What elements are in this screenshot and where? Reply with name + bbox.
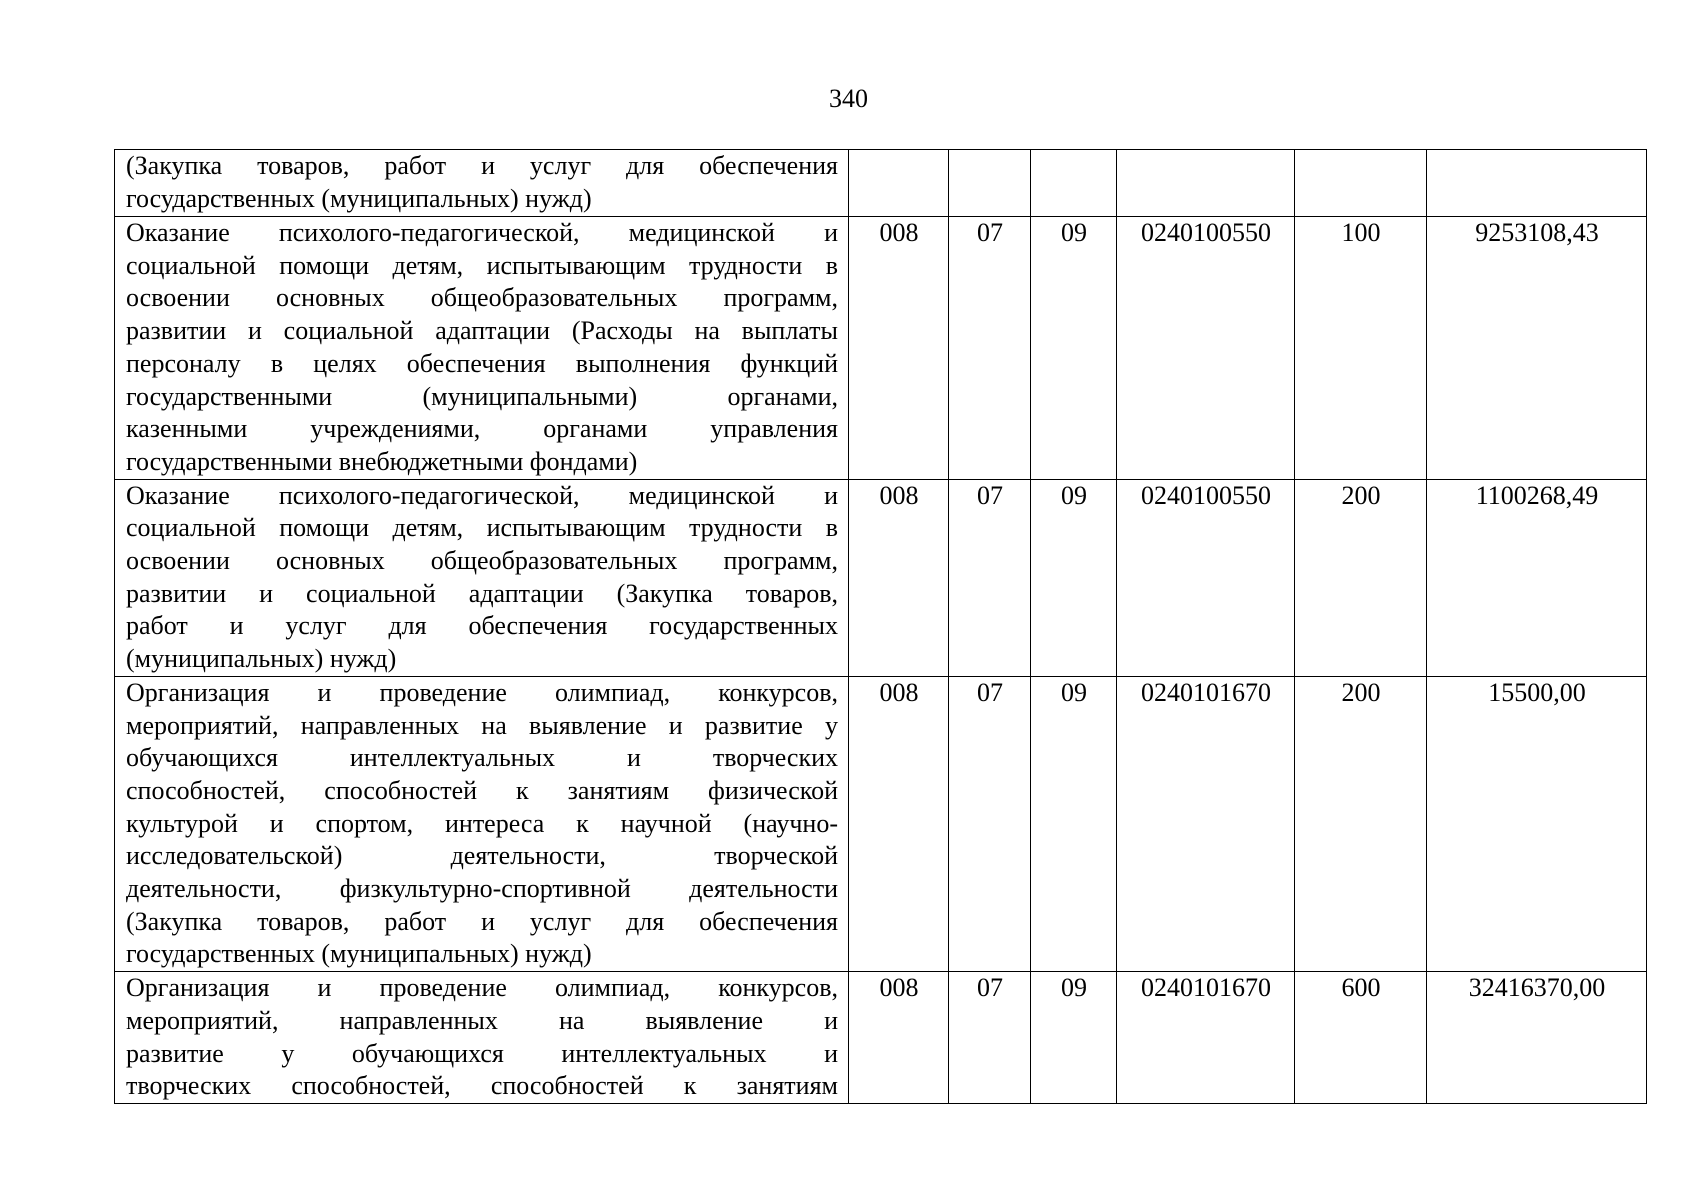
ministry-code: 008 bbox=[849, 972, 949, 1104]
row-description bbox=[115, 972, 849, 1104]
description-line: мероприятий, направленных на выявление и bbox=[126, 1005, 838, 1035]
description-line: деятельности, физкультурно-спортивной деятельности bbox=[126, 874, 838, 904]
ministry-code: 008 bbox=[849, 217, 949, 480]
table-row bbox=[115, 479, 1647, 676]
section-code: 07 bbox=[949, 676, 1031, 971]
description-line: персоналу в целях обеспечения выполнения функций bbox=[126, 348, 838, 378]
description-line: работ и услуг для обеспечения государственных bbox=[126, 611, 838, 641]
target-article-code: 0240100550 bbox=[1117, 217, 1295, 480]
description-line: Организация и проведение олимпиад, конкурсов, bbox=[126, 973, 838, 1003]
description-line: (Закупка товаров, работ и услуг для обеспечения bbox=[126, 151, 838, 180]
description-line: государственными (муниципальными) органами, bbox=[126, 381, 838, 411]
table-row bbox=[115, 676, 1647, 971]
target-article-code: 0240101670 bbox=[1117, 676, 1295, 971]
target-article-code: 0240100550 bbox=[1117, 479, 1295, 676]
subsection-code: 09 bbox=[1031, 479, 1117, 676]
description-line: казенными учреждениями, органами управления bbox=[126, 414, 838, 444]
page-number: 340 bbox=[829, 84, 868, 113]
amount-value: 1100268,49 bbox=[1427, 479, 1647, 676]
section-code: 07 bbox=[949, 972, 1031, 1104]
amount-value: 9253108,43 bbox=[1427, 217, 1647, 480]
table-row bbox=[115, 217, 1647, 480]
description-line: государственными внебюджетными фондами) bbox=[126, 446, 638, 476]
section-code: 07 bbox=[949, 217, 1031, 480]
description-line: Оказание психолого-педагогической, медицинской и bbox=[126, 218, 838, 247]
budget-table bbox=[114, 149, 1647, 1104]
row-description bbox=[115, 676, 849, 971]
section-code: 07 bbox=[949, 479, 1031, 676]
subsection-code: 09 bbox=[1031, 217, 1117, 480]
target-article-code: 0240101670 bbox=[1117, 972, 1295, 1104]
description-line: способностей, способностей к занятиям физической bbox=[126, 775, 838, 805]
description-line: творческих способностей, способностей к занятиям bbox=[126, 1071, 838, 1101]
target-article-code bbox=[1117, 150, 1295, 217]
amount-value: 15500,00 bbox=[1427, 676, 1647, 971]
description-line: освоении основных общеобразовательных программ, bbox=[126, 283, 838, 313]
description-line: освоении основных общеобразовательных программ, bbox=[126, 546, 838, 576]
section-code bbox=[949, 150, 1031, 217]
row-description bbox=[115, 150, 849, 217]
description-line: государственных (муниципальных) нужд) bbox=[126, 183, 592, 213]
description-line: развитие у обучающихся интеллектуальных и bbox=[126, 1038, 838, 1068]
ministry-code: 008 bbox=[849, 676, 949, 971]
description-line: мероприятий, направленных на выявление и развитие у bbox=[126, 710, 838, 740]
description-line: государственных (муниципальных) нужд) bbox=[126, 939, 592, 969]
description-line: (муниципальных) нужд) bbox=[126, 644, 397, 674]
description-line: (Закупка товаров, работ и услуг для обеспечения bbox=[126, 906, 838, 936]
description-line: развитии и социальной адаптации (Расходы на выплаты bbox=[126, 316, 838, 346]
description-line: Оказание психолого-педагогической, медицинской и bbox=[126, 480, 838, 510]
description-line: развитии и социальной адаптации (Закупка товаров, bbox=[126, 578, 838, 608]
table-row bbox=[115, 972, 1647, 1104]
description-line: обучающихся интеллектуальных и творческих bbox=[126, 743, 838, 773]
table-row bbox=[115, 150, 1647, 217]
expense-type-code: 100 bbox=[1295, 217, 1427, 480]
amount-value bbox=[1427, 150, 1647, 217]
subsection-code bbox=[1031, 150, 1117, 217]
ministry-code bbox=[849, 150, 949, 217]
description-line: исследовательской) деятельности, творческой bbox=[126, 841, 838, 871]
amount-value: 32416370,00 bbox=[1427, 972, 1647, 1104]
subsection-code: 09 bbox=[1031, 676, 1117, 971]
table-body bbox=[115, 150, 1647, 1104]
ministry-code: 008 bbox=[849, 479, 949, 676]
description-line: культурой и спортом, интереса к научной (научно- bbox=[126, 808, 838, 838]
description-line: социальной помощи детям, испытывающим трудности в bbox=[126, 513, 838, 543]
description-line: Организация и проведение олимпиад, конкурсов, bbox=[126, 677, 838, 707]
expense-type-code: 200 bbox=[1295, 479, 1427, 676]
expense-type-code: 200 bbox=[1295, 676, 1427, 971]
expense-type-code: 600 bbox=[1295, 972, 1427, 1104]
expense-type-code bbox=[1295, 150, 1427, 217]
description-line: социальной помощи детям, испытывающим трудности в bbox=[126, 250, 838, 280]
subsection-code: 09 bbox=[1031, 972, 1117, 1104]
row-description bbox=[115, 217, 849, 480]
row-description bbox=[115, 479, 849, 676]
